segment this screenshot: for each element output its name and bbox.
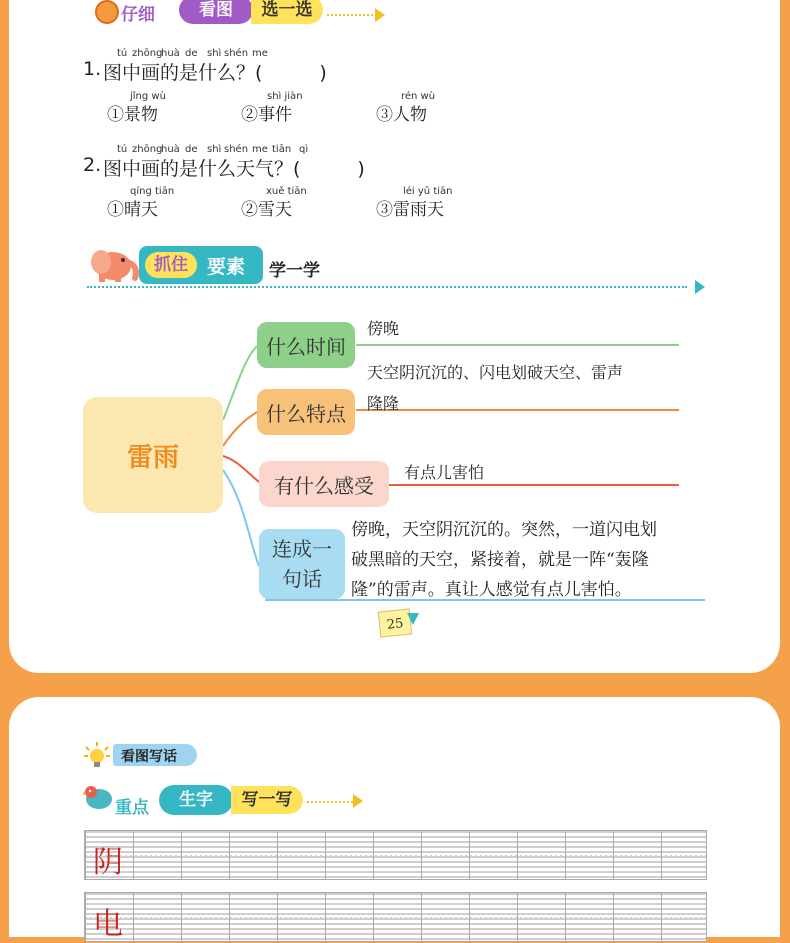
mindmap-node-time-label: 什么时间 xyxy=(266,334,346,359)
mindmap-node-feeling-label: 有什么感受 xyxy=(274,473,374,498)
q2-option-1[interactable]: ①晴天 xyxy=(107,200,158,220)
q2-pinyin-hua: huà xyxy=(161,144,180,155)
q2-pinyin-tian: tiān xyxy=(272,144,292,155)
page-number: 25 xyxy=(386,616,405,633)
q1-pinyin-tu: tú xyxy=(117,48,128,59)
mindmap-node-feature-label: 什么特点 xyxy=(266,401,346,426)
q2-pinyin-zhong: zhōng xyxy=(132,144,163,155)
section1-badge-mid: 看图 xyxy=(179,0,253,24)
mindmap-answer-sentence-line2: 破黑暗的天空，紧接着，就是一阵“轰隆 xyxy=(351,550,649,570)
q2-pinyin-shi: shì xyxy=(207,144,222,155)
page2-badge-right: 写一写 xyxy=(231,786,303,814)
q2-option-3[interactable]: ③雷雨天 xyxy=(376,200,444,220)
mindmap-node-time xyxy=(257,322,355,368)
page2-dotted-line xyxy=(307,801,353,803)
q1-opt3-pinyin: rén wù xyxy=(401,91,436,102)
mindmap-center-node xyxy=(83,397,223,513)
mindmap-node-sentence xyxy=(259,529,345,599)
grid-char-2: 电 xyxy=(93,907,123,942)
q1-option-2[interactable]: ②事件 xyxy=(241,105,292,125)
q1-opt2-pinyin: shì jiàn xyxy=(267,91,303,102)
page2-badge-mid: 生字 xyxy=(159,785,233,815)
mindmap-center-label: 雷雨 xyxy=(126,442,179,473)
writing-grid-row-2[interactable] xyxy=(84,892,707,942)
section1-badge-right: 选一选 xyxy=(251,0,323,24)
q2-pinyin-qi: qì xyxy=(299,144,309,155)
q1-pinyin-me: me xyxy=(252,48,268,59)
q2-opt3-pinyin: léi yǔ tiān xyxy=(403,186,453,197)
q1-pinyin-hua: huà xyxy=(161,48,180,59)
mindmap-node-sentence-line2: 句话 xyxy=(282,567,322,591)
section2-badge-mid: 要素 xyxy=(207,256,246,278)
mindmap-answer-feature-line1: 天空阴沉沉的、闪电划破天空、雷声 xyxy=(367,363,624,382)
mindmap-node-feature xyxy=(257,389,355,435)
section2-badge-right: 学一学 xyxy=(269,261,320,281)
q1-pinyin-shen: shén xyxy=(224,48,249,59)
writing-grid-row-1[interactable] xyxy=(84,830,707,880)
q2-pinyin-me: me xyxy=(252,144,268,155)
q1-option-1[interactable]: ①景物 xyxy=(107,105,158,125)
q2-text: 图中画的是什么天气？( ) xyxy=(103,158,365,180)
mindmap-answer-time: 傍晚 xyxy=(367,319,400,338)
q2-opt1-pinyin: qíng tiān xyxy=(130,186,175,197)
q1-option-3[interactable]: ③人物 xyxy=(376,105,427,125)
q2-pinyin-de: de xyxy=(185,144,198,155)
page2-badge-left: 重点 xyxy=(115,798,149,818)
page2-arrow-icon xyxy=(353,794,363,808)
section1-badge-left: 仔细 xyxy=(121,5,155,25)
mindmap-answer-sentence-line3: 隆”的雷声。真让人感觉有点儿害怕。 xyxy=(351,580,632,600)
mindmap-node-sentence-line1: 连成一 xyxy=(272,537,332,561)
q2-option-2[interactable]: ②雪天 xyxy=(241,200,292,220)
q2-pinyin-tu: tú xyxy=(117,144,128,155)
bird-icon xyxy=(83,783,115,811)
q2-number: 2. xyxy=(83,154,102,176)
q1-opt1-pinyin: jǐng wù xyxy=(130,91,166,102)
mindmap-node-feeling xyxy=(259,461,389,507)
grid-char-1: 阴 xyxy=(93,845,123,880)
mindmap-answer-feature-line2: 隆隆 xyxy=(367,394,400,413)
mindmap-answer-sentence-line1: 傍晚，天空阴沉沉的。突然，一道闪电划 xyxy=(351,520,657,540)
lightbulb-icon xyxy=(83,741,111,769)
page-number-tip-icon xyxy=(407,613,419,625)
mindmap-answer-feeling: 有点儿害怕 xyxy=(404,463,485,482)
q1-pinyin-de: de xyxy=(185,48,198,59)
q1-number: 1. xyxy=(83,58,102,80)
tag-label: 看图写话 xyxy=(121,749,177,765)
q1-text: 图中画的是什么？( ) xyxy=(103,62,327,84)
q1-pinyin-zhong: zhōng xyxy=(132,48,163,59)
q2-opt2-pinyin: xuě tiān xyxy=(266,186,307,197)
section2-badge-left: 抓住 xyxy=(145,252,197,278)
q1-pinyin-shi: shì xyxy=(207,48,222,59)
q2-pinyin-shen: shén xyxy=(224,144,249,155)
page-top xyxy=(9,0,780,673)
